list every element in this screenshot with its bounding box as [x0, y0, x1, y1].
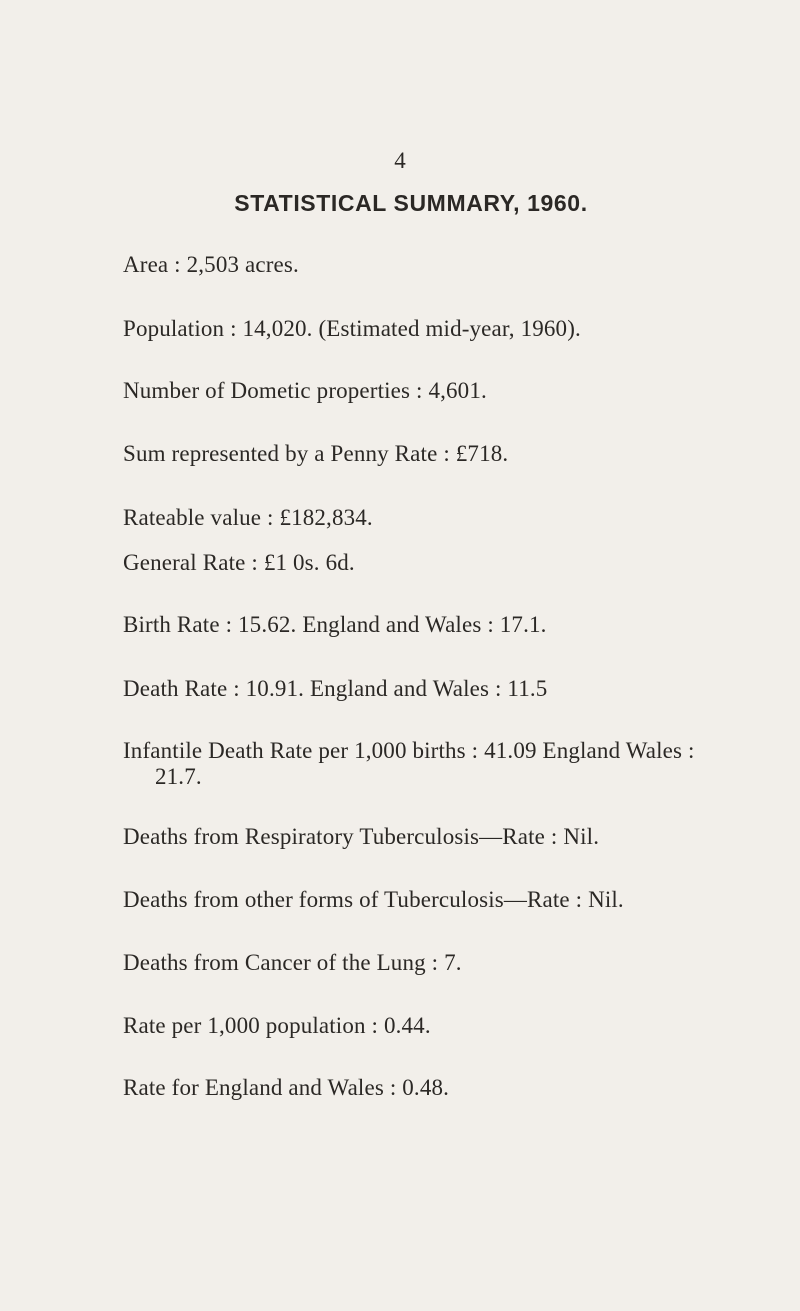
rate-per-population-line: Rate per 1,000 population : 0.44. [123, 1013, 431, 1038]
area-line: Area : 2,503 acres. [123, 252, 299, 277]
infantile-death-rate-line-2: 21.7. [155, 764, 202, 789]
lung-cancer-line: Deaths from Cancer of the Lung : 7. [123, 950, 462, 975]
domestic-properties-line: Number of Dometic properties : 4,601. [123, 378, 487, 403]
page-number: 4 [394, 148, 406, 173]
rateable-value-line: Rateable value : £182,834. [123, 505, 373, 530]
respiratory-tb-line: Deaths from Respiratory Tuberculosis—Rate : Nil. [123, 824, 600, 849]
page-title: STATISTICAL SUMMARY, 1960. [234, 190, 588, 216]
rate-england-wales-line: Rate for England and Wales : 0.48. [123, 1075, 450, 1100]
infantile-death-rate-line-1: Infantile Death Rate per 1,000 births : 41.09 England Wales : [123, 738, 695, 763]
infantile-death-rate-paragraph [123, 738, 793, 790]
general-rate-line: General Rate : £1 0s. 6d. [123, 550, 355, 575]
population-line: Population : 14,020. (Estimated mid-year, 1960). [123, 316, 581, 341]
birth-rate-line: Birth Rate : 15.62. England and Wales : 17.1. [123, 612, 547, 637]
death-rate-line: Death Rate : 10.91. England and Wales : 11.5 [123, 676, 548, 701]
other-tb-line: Deaths from other forms of Tuberculosis—Rate : Nil. [123, 887, 624, 912]
penny-rate-line: Sum represented by a Penny Rate : £718. [123, 441, 509, 466]
